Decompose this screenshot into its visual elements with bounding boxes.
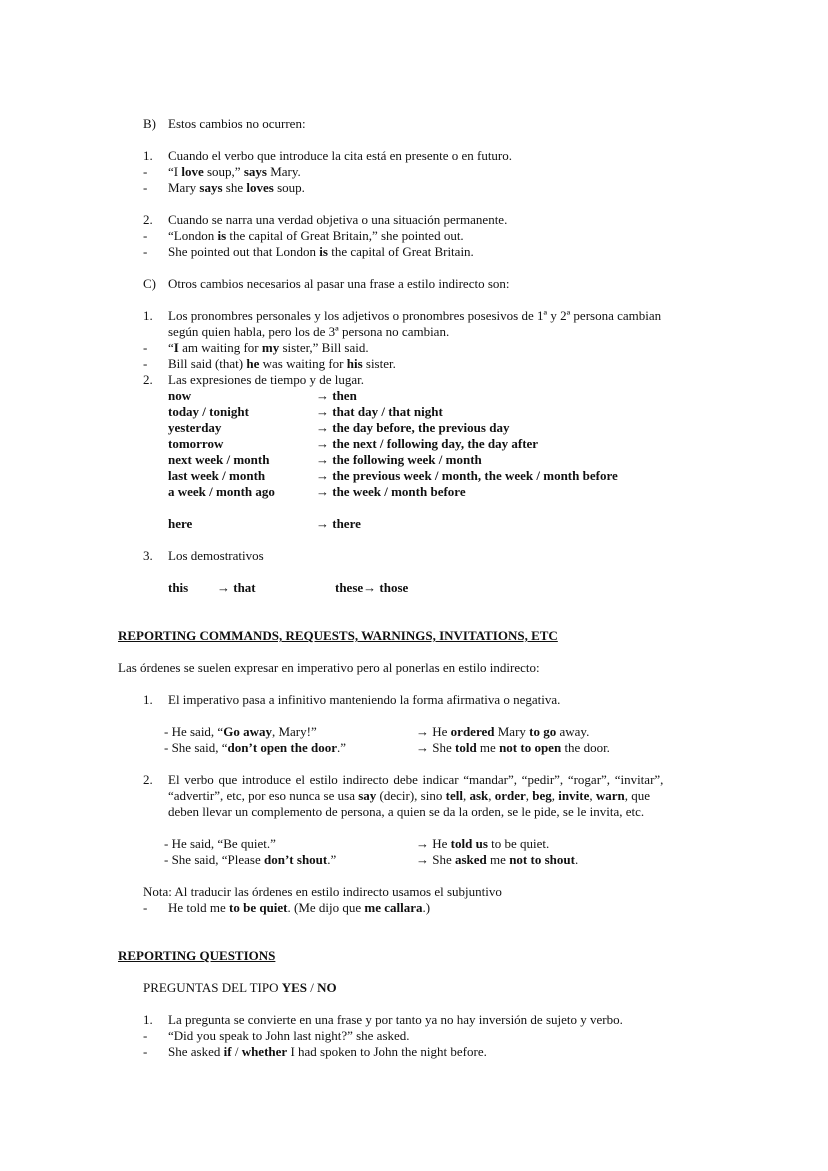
time-expression-change: → then: [316, 388, 357, 403]
note: Nota: Al traducir las órdenes en estilo indirecto usamos el subjuntivo: [143, 884, 502, 899]
dash: -: [143, 1044, 148, 1059]
paragraph: Las órdenes se suelen expresar en imperativo pero al ponerlas en estilo indirecto:: [118, 660, 540, 675]
time-expression-change: → the following week / month: [316, 452, 482, 467]
time-expression: now: [168, 388, 192, 403]
place-expression: here: [168, 516, 193, 531]
time-expression-change: → the previous week / month, the week / month before: [316, 468, 618, 483]
list-number: 1.: [143, 1012, 153, 1027]
time-expression-change: → the next / following day, the day after: [316, 436, 539, 451]
dash: -: [143, 164, 148, 179]
list-item-text: Los pronombres personales y los adjetivos o pronombres posesivos de 1ª y 2ª persona cambian: [168, 308, 662, 323]
list-number: 2.: [143, 372, 153, 387]
dash: -: [143, 900, 148, 915]
time-expression-change: → the week / month before: [316, 484, 466, 499]
dash: -: [143, 244, 148, 259]
section-b-label: B): [143, 116, 156, 131]
subheading: PREGUNTAS DEL TIPO YES / NO: [143, 980, 337, 995]
example-reported: → He told us to be quiet.: [416, 836, 550, 851]
example-line: Bill said (that) he was waiting for his sister.: [168, 356, 396, 371]
time-expression: next week / month: [168, 452, 270, 467]
example-reported: → She told me not to open the door.: [416, 740, 610, 755]
time-expression-change: → the day before, the previous day: [316, 420, 510, 435]
dash: -: [143, 228, 148, 243]
list-number: 1.: [143, 308, 153, 323]
list-number: 2.: [143, 212, 153, 227]
list-number: 1.: [143, 692, 153, 707]
dash: -: [143, 180, 148, 195]
example-direct: - She said, “don’t open the door.”: [164, 740, 347, 755]
time-expression: a week / month ago: [168, 484, 275, 499]
list-item-text: Cuando se narra una verdad objetiva o una situación permanente.: [168, 212, 508, 227]
list-item-text: El imperativo pasa a infinitivo manteniendo la forma afirmativa o negativa.: [168, 692, 561, 707]
time-expression-change: → that day / that night: [316, 404, 443, 419]
time-expression: tomorrow: [168, 436, 224, 451]
list-item-text: deben llevar un complemento de persona, a quien se da la orden, se le pide, se le invita, etc.: [168, 804, 645, 819]
place-expression-change: → there: [316, 516, 361, 531]
list-item-text: Cuando el verbo que introduce la cita está en presente o en futuro.: [168, 148, 513, 163]
example-reported: → She asked me not to shout.: [416, 852, 579, 867]
example-line: She pointed out that London is the capital of Great Britain.: [168, 244, 474, 259]
section-b-title: Estos cambios no ocurren:: [168, 116, 306, 131]
time-expression: last week / month: [168, 468, 266, 483]
list-item-text: El verbo que introduce el estilo indirecto debe indicar “mandar”, “pedir”, “rogar”, “invitar”,: [168, 772, 664, 787]
list-number: 3.: [143, 548, 153, 563]
example-line: She asked if / whether I had spoken to John the night before.: [168, 1044, 487, 1059]
demonstrative-change: → that: [217, 580, 256, 595]
dash: -: [143, 1028, 148, 1043]
demonstrative-plural: these→ those: [335, 580, 409, 595]
example-direct: - He said, “Go away, Mary!”: [164, 724, 317, 739]
dash: -: [143, 340, 148, 355]
example-line: “Did you speak to John last night?” she asked.: [168, 1028, 410, 1043]
example-reported: → He ordered Mary to go away.: [416, 724, 590, 739]
demonstrative: this: [168, 580, 189, 595]
example-direct: - She said, “Please don’t shout.”: [164, 852, 337, 867]
example-line: Mary says she loves soup.: [168, 180, 305, 195]
section-heading: REPORTING COMMANDS, REQUESTS, WARNINGS, INVITATIONS, ETC: [118, 628, 558, 643]
time-expression: today / tonight: [168, 404, 249, 419]
example-line: “I love soup,” says Mary.: [168, 164, 301, 179]
example-direct: - He said, “Be quiet.”: [164, 836, 276, 851]
section-heading: REPORTING QUESTIONS: [118, 948, 276, 963]
list-item-text: La pregunta se convierte en una frase y por tanto ya no hay inversión de sujeto y verbo.: [168, 1012, 623, 1027]
list-item-text: según quien habla, pero los de 3ª persona no cambian.: [168, 324, 450, 339]
section-c-label: C): [143, 276, 156, 291]
example-line: “London is the capital of Great Britain,” she pointed out.: [168, 228, 464, 243]
example-line: “I am waiting for my sister,” Bill said.: [168, 340, 369, 355]
list-number: 1.: [143, 148, 153, 163]
list-item-text: “advertir”, etc, por eso nunca se usa say (decir), sino tell, ask, order, beg, invite, warn, que: [168, 788, 651, 803]
time-expression: yesterday: [168, 420, 222, 435]
dash: -: [143, 356, 148, 371]
list-item-text: Los demostrativos: [168, 548, 264, 563]
section-c-title: Otros cambios necesarios al pasar una frase a estilo indirecto son:: [168, 276, 510, 291]
example-line: He told me to be quiet. (Me dijo que me callara.): [168, 900, 431, 915]
list-item-text: Las expresiones de tiempo y de lugar.: [168, 372, 365, 387]
list-number: 2.: [143, 772, 153, 787]
